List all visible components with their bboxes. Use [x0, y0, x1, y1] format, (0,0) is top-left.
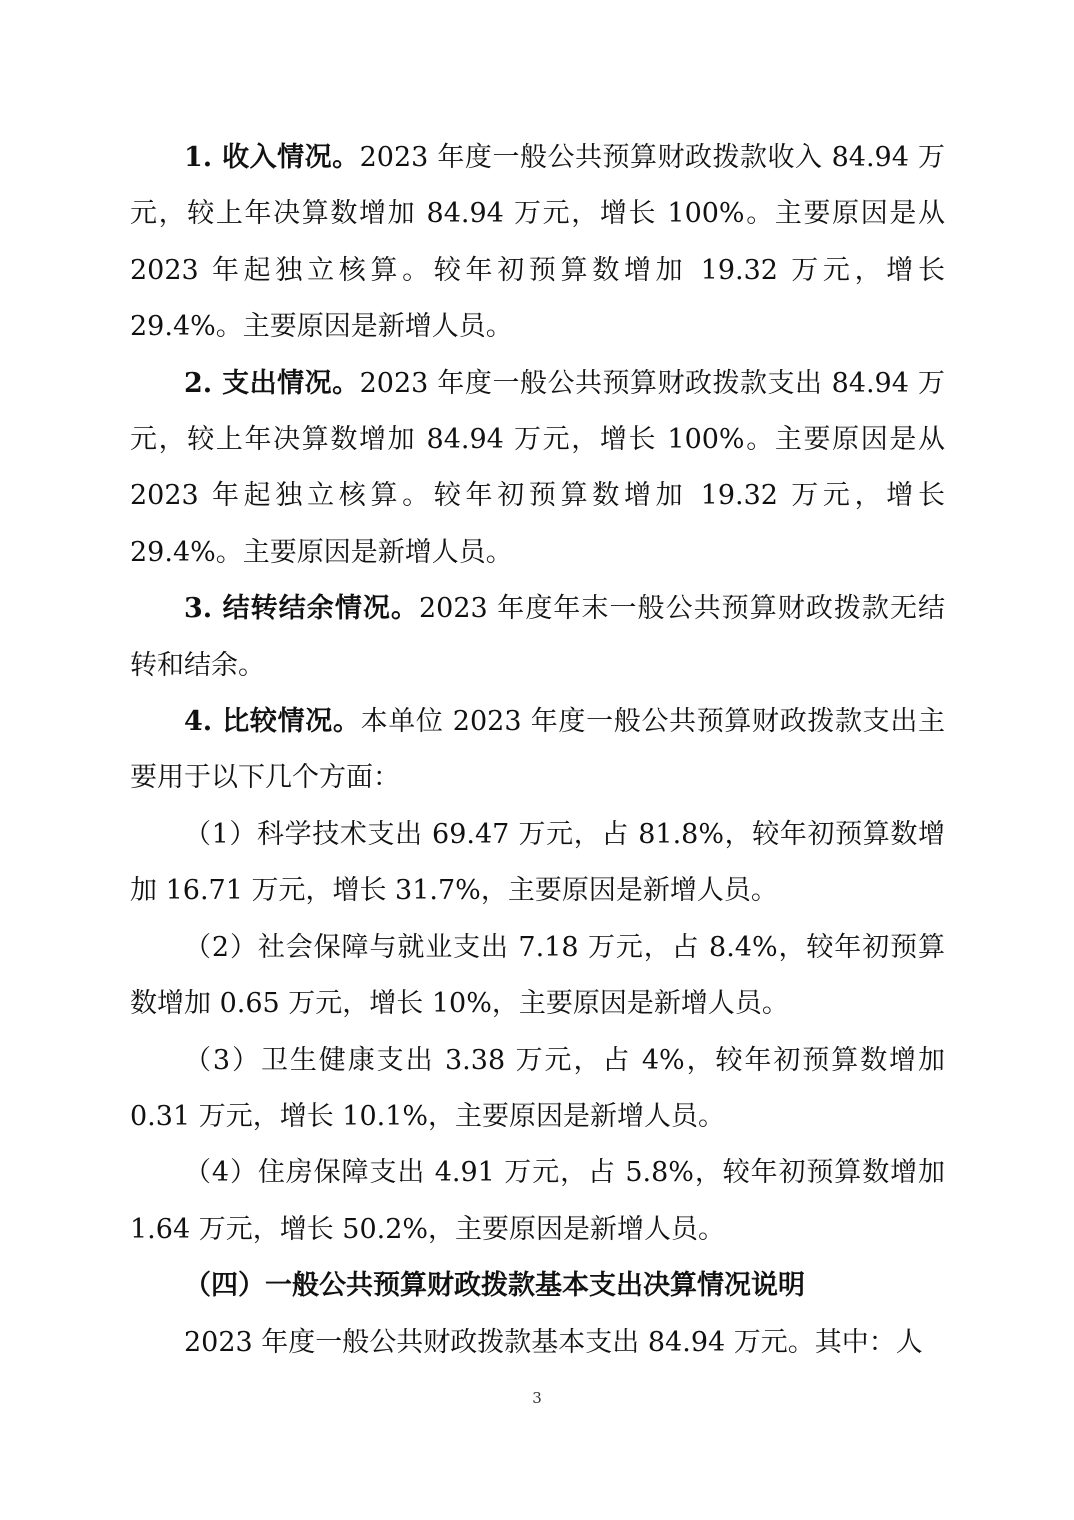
paragraph-basic-expenditure: 2023 年度一般公共财政拨款基本支出 84.94 万元。其中：人 [184, 1326, 923, 1358]
paragraph-text: （2）社会保障与就业支出 7.18 万元，占 8.4%，较年初预算数增加 0.65 万元，增长 10%，主要原因是新增人员。 [130, 931, 945, 1020]
paragraph-item-housing [130, 1145, 945, 1258]
paragraph-lead: 3. 结转结余情况。 [184, 593, 419, 625]
page-number: 3 [532, 1389, 542, 1407]
paragraph-text: 本单位 2023 年度一般公共预算财政拨款支出主要用于以下几个方面： [130, 706, 945, 794]
paragraph-text: 2023 年度年末一般公共预算财政拨款无结转和结余。 [130, 593, 946, 681]
paragraph-lead: 4. 比较情况。 [184, 706, 361, 738]
paragraph-text: （4）住房保障支出 4.91 万元，占 5.8%，较年初预算数增加 1.64 万元，增长 50.2%，主要原因是新增人员。 [130, 1157, 945, 1245]
paragraph-text: （1）科学技术支出 69.47 万元，占 81.8%，较年初预算数增加 16.71 万元，增长 31.7%，主要原因是新增人员。 [130, 818, 945, 907]
paragraph-comparison [130, 694, 945, 807]
paragraph-text: 2023 年度一般公共预算财政拨款收入 84.94 万元，较上年决算数增加 84.94 万元，增长 100%。主要原因是从 2023 年起独立核算。较年初预算数增加 19.32 万元，增长 29.4%。主要原因是新增人员。 [130, 142, 945, 343]
paragraph-item-social-security [130, 920, 945, 1033]
paragraph-item-health [130, 1033, 945, 1146]
paragraph-item-science [130, 807, 945, 920]
paragraph-lead: 2. 支出情况。 [184, 367, 360, 399]
paragraph-carryover [130, 581, 945, 694]
section-heading: （四）一般公共预算财政拨款基本支出决算情况说明 [184, 1270, 805, 1302]
paragraph-text: 2023 年度一般公共预算财政拨款支出 84.94 万元，较上年决算数增加 84.94 万元，增长 100%。主要原因是从 2023 年起独立核算。较年初预算数增加 19.32 万元，增长 29.4%。主要原因是新增人员。 [130, 367, 945, 568]
paragraph-lead: 1. 收入情况。 [184, 142, 360, 173]
paragraph-income [130, 130, 945, 356]
paragraph-expenditure [130, 356, 945, 582]
paragraph-text: （3）卫生健康支出 3.38 万元，占 4%，较年初预算数增加 0.31 万元，增长 10.1%，主要原因是新增人员。 [130, 1044, 945, 1132]
document-body [130, 130, 945, 1371]
